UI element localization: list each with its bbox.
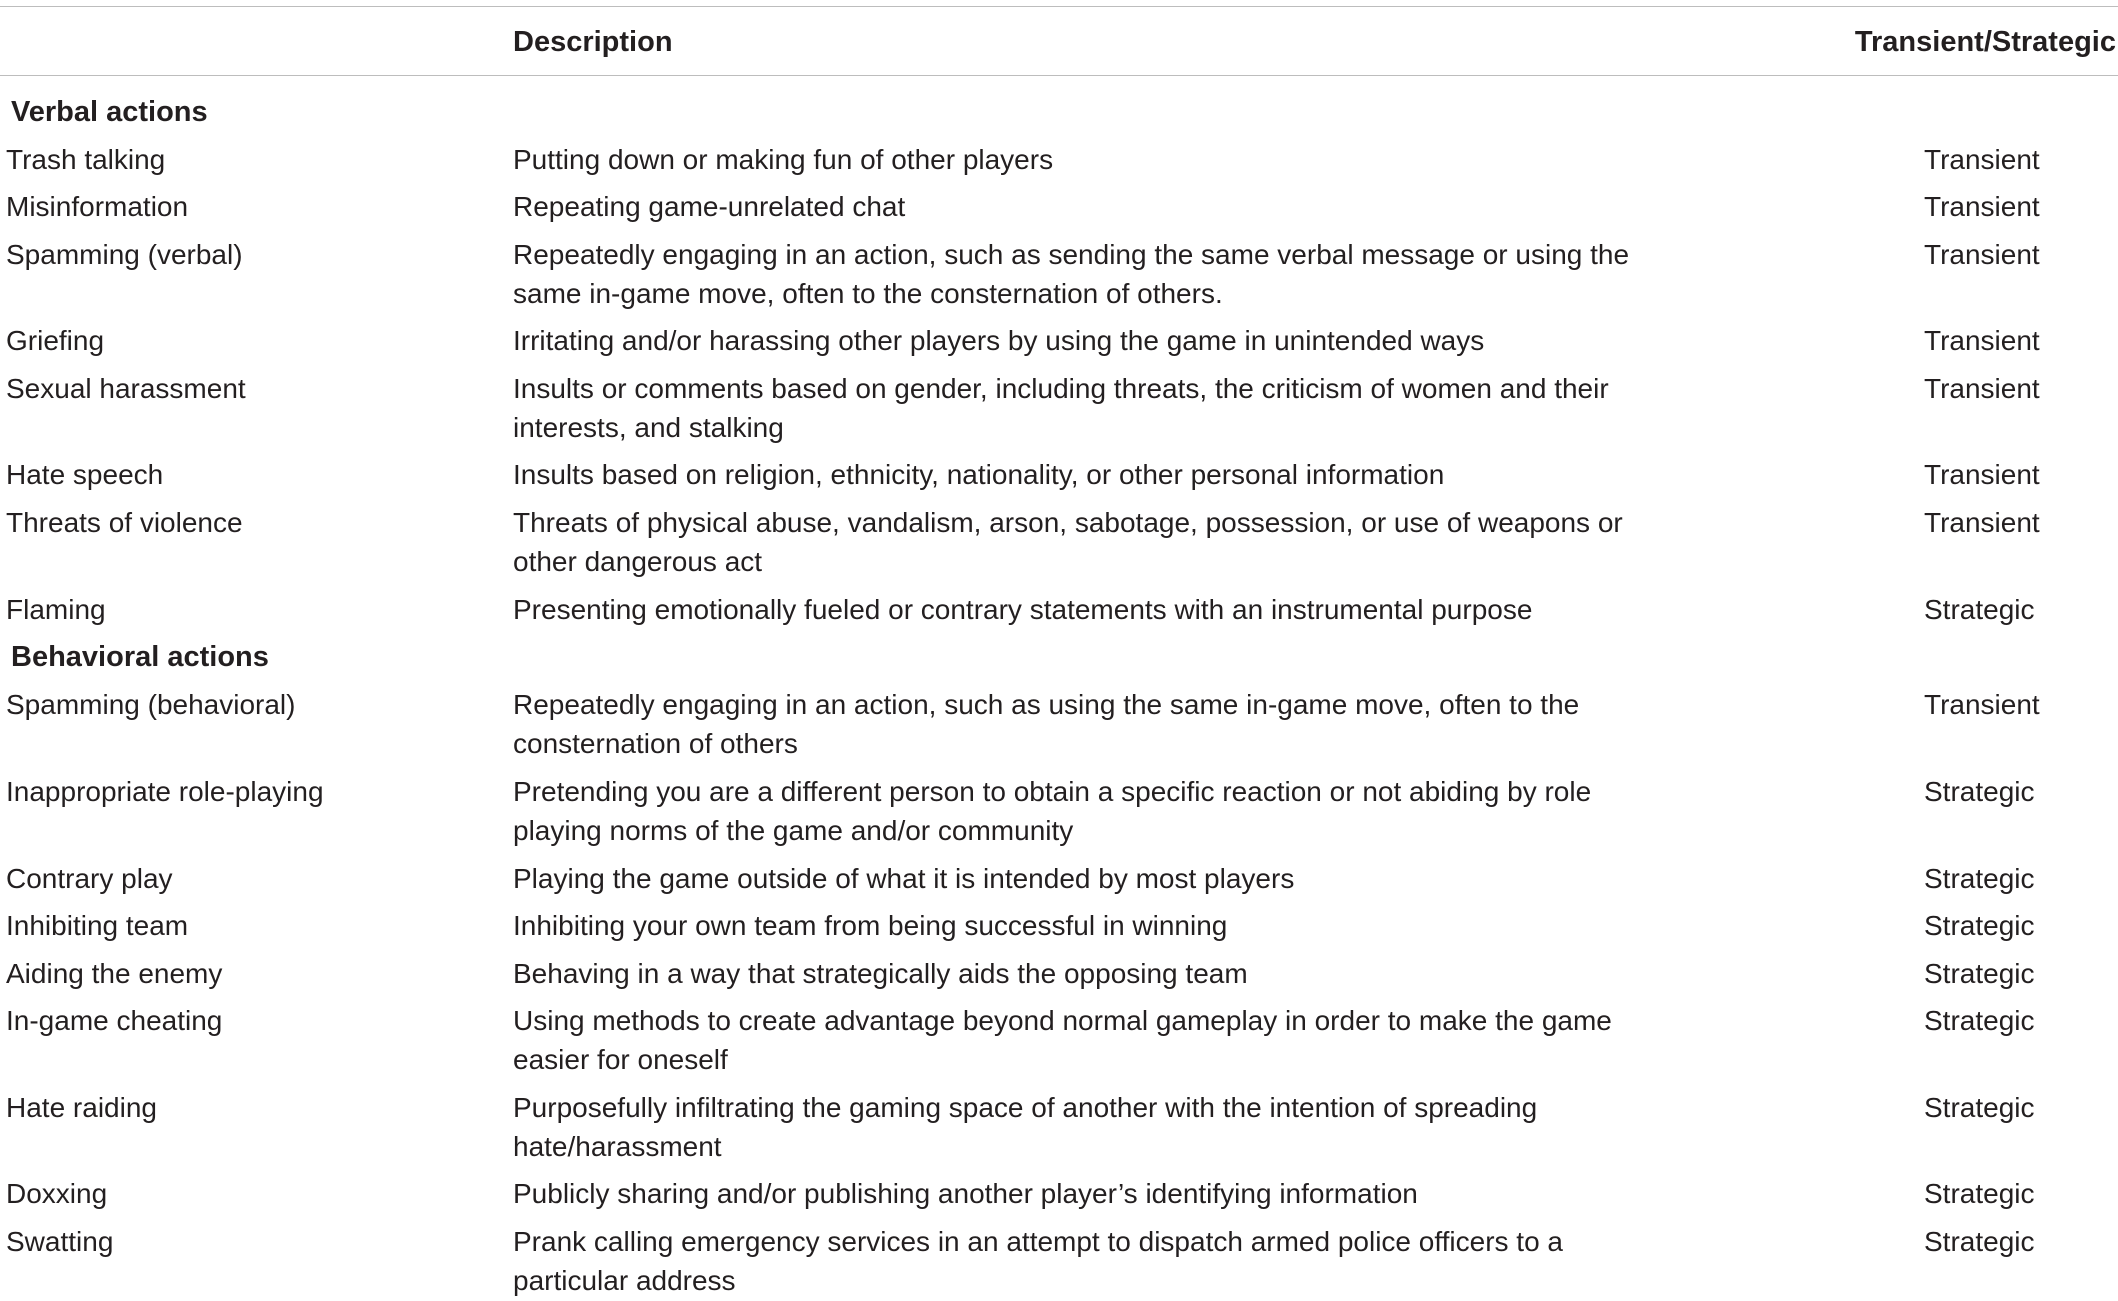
header-transient-strategic: Transient/Strategic (1854, 26, 2116, 58)
action-type: Transient (1924, 325, 2040, 356)
action-name: Trash talking (6, 144, 166, 175)
action-type: Strategic (1924, 594, 2035, 625)
header-description: Description (513, 26, 673, 58)
action-type: Transient (1924, 459, 2040, 490)
action-description: Putting down or making fun of other players (513, 144, 1054, 175)
action-type: Strategic (1924, 910, 2035, 941)
action-description: Insults or comments based on gender, including threats, the criticism of women and their interests, and stalking (513, 373, 1609, 443)
group-heading-behavioral: Behavioral actions (11, 641, 269, 673)
action-name: Inappropriate role-playing (6, 776, 324, 807)
action-description: Playing the game outside of what it is intended by most players (513, 863, 1295, 894)
action-name: Threats of violence (6, 507, 243, 538)
action-description: Purposefully infiltrating the gaming space of another with the intention of spreading hate/harassment (513, 1092, 1538, 1162)
action-type: Strategic (1924, 1092, 2035, 1123)
action-name: Contrary play (6, 863, 173, 894)
action-type: Strategic (1924, 776, 2035, 807)
table-header-row (0, 22, 2118, 62)
action-description: Publicly sharing and/or publishing another player’s identifying information (513, 1178, 1418, 1209)
action-description: Behaving in a way that strategically aids the opposing team (513, 958, 1248, 989)
action-type: Transient (1924, 689, 2040, 720)
action-description: Prank calling emergency services in an attempt to dispatch armed police officers to a particular address (513, 1226, 1563, 1296)
table-header-rule (0, 75, 2118, 76)
action-type: Strategic (1924, 958, 2035, 989)
action-description: Repeating game-unrelated chat (513, 191, 906, 222)
action-description: Repeatedly engaging in an action, such as using the same in-game move, often to the consternation of others (513, 689, 1580, 759)
action-name: Hate raiding (6, 1092, 157, 1123)
action-name: Griefing (6, 325, 105, 356)
action-description: Inhibiting your own team from being successful in winning (513, 910, 1228, 941)
action-type: Strategic (1924, 1226, 2035, 1257)
action-name: Spamming (verbal) (6, 239, 243, 270)
action-description: Irritating and/or harassing other players by using the game in unintended ways (513, 325, 1485, 356)
action-name: Swatting (6, 1226, 114, 1257)
action-description: Threats of physical abuse, vandalism, arson, sabotage, possession, or use of weapons or other dangerous act (513, 507, 1623, 577)
action-description: Using methods to create advantage beyond normal gameplay in order to make the game easier for oneself (513, 1005, 1612, 1075)
table-top-rule (0, 6, 2118, 7)
action-name: Sexual harassment (6, 373, 246, 404)
action-name: Hate speech (6, 459, 164, 490)
action-type: Transient (1924, 239, 2040, 270)
action-type: Transient (1924, 373, 2040, 404)
action-type: Strategic (1924, 1005, 2035, 1036)
action-description: Pretending you are a different person to obtain a specific reaction or not abiding by role playing norms of the game and/or community (513, 776, 1592, 846)
action-type: Transient (1924, 144, 2040, 175)
action-description: Presenting emotionally fueled or contrary statements with an instrumental purpose (513, 594, 1533, 625)
group-heading-verbal: Verbal actions (11, 96, 208, 128)
action-name: Spamming (behavioral) (6, 689, 296, 720)
action-type: Strategic (1924, 863, 2035, 894)
action-name: Flaming (6, 594, 106, 625)
action-description: Insults based on religion, ethnicity, nationality, or other personal information (513, 459, 1445, 490)
action-type: Transient (1924, 507, 2040, 538)
action-description: Repeatedly engaging in an action, such as sending the same verbal message or using the same in-game move, often to the consternation of others. (513, 239, 1630, 309)
action-name: Misinformation (6, 191, 189, 222)
action-name: Doxxing (6, 1178, 108, 1209)
action-type: Transient (1924, 191, 2040, 222)
action-name: Inhibiting team (6, 910, 189, 941)
action-type: Strategic (1924, 1178, 2035, 1209)
action-name: In-game cheating (6, 1005, 223, 1036)
action-name: Aiding the enemy (6, 958, 223, 989)
